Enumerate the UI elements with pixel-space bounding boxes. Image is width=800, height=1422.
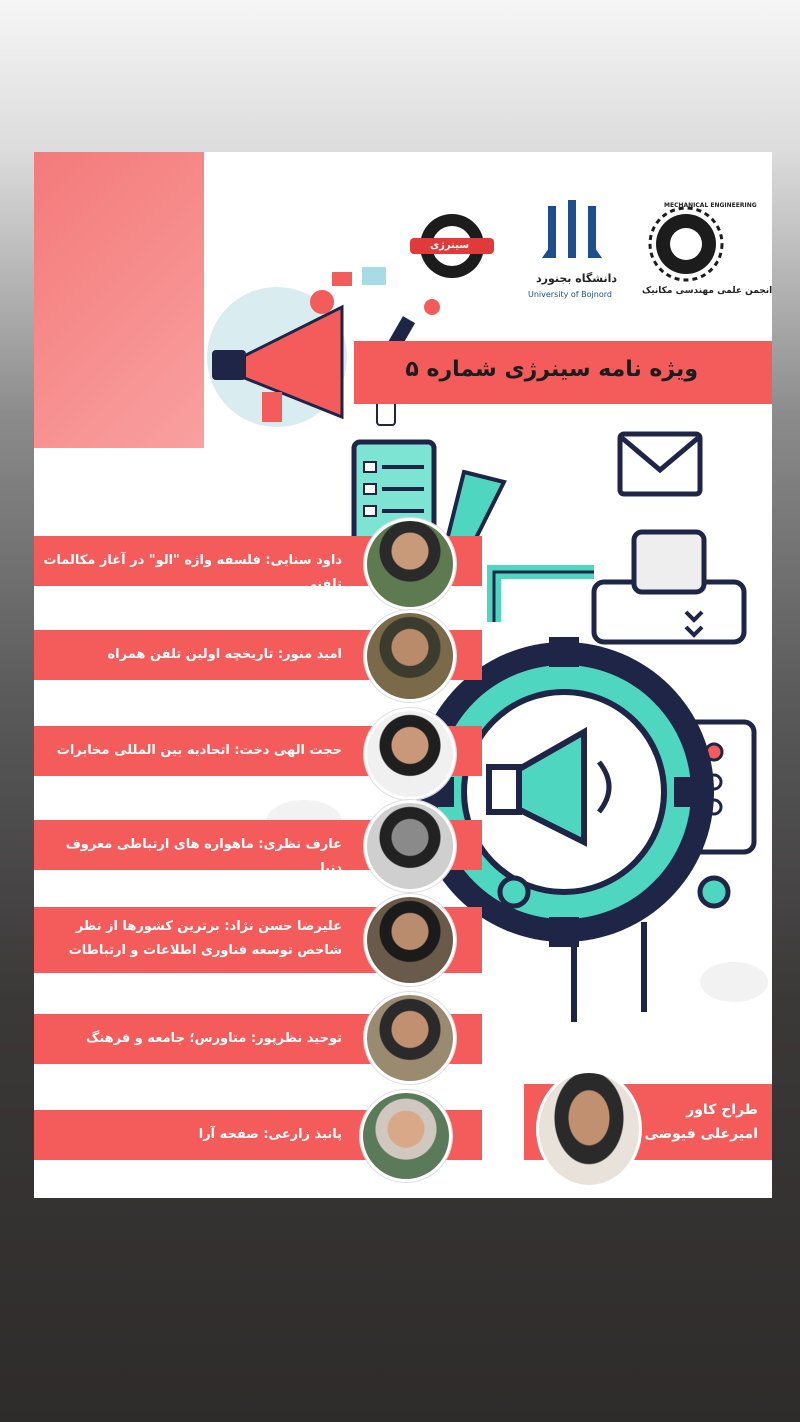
society-name-fa: انجمن علمی مهندسی مکانیک [642,286,772,296]
article-text-1: داود سنایی: فلسفه واژه "الو" در آغاز مکالمات تلفنی [43,553,342,592]
avatar-4 [364,800,456,892]
poster [34,152,772,1198]
avatar-7 [360,1090,452,1182]
designer-name: امیرعلی فیوضی [644,1126,758,1142]
article-text-5: علیرضا حسن نژاد: برترین کشورها از نظر شاخص توسعه فناوری اطلاعات و ارتباطات [68,919,342,958]
avatar-2 [364,610,456,702]
article-text-6: توحید نظرپور: متاورس؛ جامعه و فرهنگ [86,1031,342,1046]
avatar-5 [364,894,456,986]
avatar-3 [364,708,456,800]
university-logo [522,198,622,308]
avatar-6 [364,992,456,1084]
designer-role: طراح کاور [686,1102,758,1118]
article-text-3: حجت الهی دخت: اتحادیه بین المللی مخابرات [56,743,342,758]
synergy-logo-label: سینرژی [430,240,470,251]
article-text-2: امید منور: تاریخچه اولین تلفن همراه [107,647,342,662]
university-name-fa: دانشگاه بجنورد [536,272,618,285]
title-bar [354,341,772,404]
mechanical-society-logo [634,202,772,302]
synergy-logo [404,210,500,282]
envelope-icon [620,434,700,494]
avatar-1 [364,518,456,610]
designer-credit [644,1098,758,1146]
page-title: ویژه نامه سینرژی شماره ۵ [405,357,698,382]
decorative-pink-block [34,152,204,448]
article-text-7: پانیذ زارعی: صفحه آرا [198,1127,342,1142]
designer-avatar [536,1070,642,1188]
society-arc-text: MECHANICAL ENGINEERING [664,202,757,209]
article-text-4: عارف نظری: ماهواره های ارتباطی معروف دنیا [65,837,342,876]
university-name-en: University of Bojnord [528,290,612,299]
